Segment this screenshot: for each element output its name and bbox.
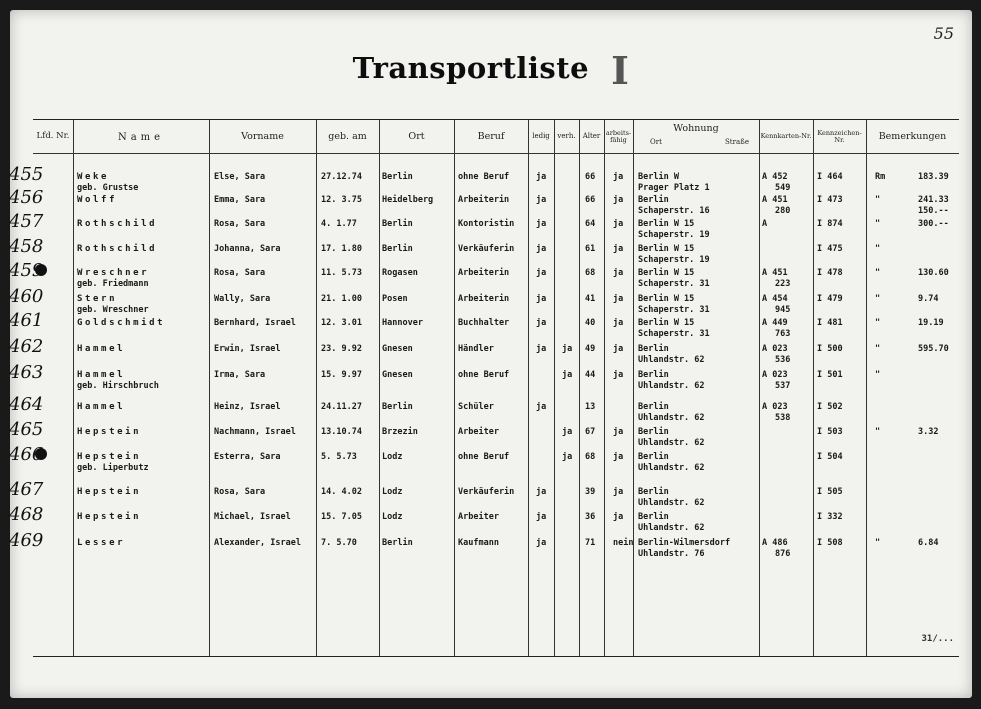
- cell-name: Hepstein: [77, 452, 142, 462]
- cell-w2: Uhlandstr. 62: [638, 463, 705, 473]
- cell-kz: I 475: [817, 244, 843, 254]
- row-number-cell: [9, 362, 73, 396]
- cell-ort: Berlin: [382, 172, 413, 182]
- cell-af: ja: [613, 172, 624, 182]
- cell-af: ja: [613, 318, 624, 328]
- header-verh: verh.: [557, 132, 576, 141]
- cell-ledig: ja: [536, 487, 547, 497]
- header-ort: Ort: [408, 130, 425, 142]
- cell-geb: 4. 1.77: [321, 219, 357, 229]
- cell-af: ja: [613, 452, 624, 462]
- header-kennzeichen: Kennzeichen-Nr.: [817, 128, 862, 144]
- cell-kk1: A: [762, 219, 768, 229]
- cell-kz: I 500: [817, 344, 843, 354]
- cell-kk1: A 451: [762, 195, 788, 205]
- cell-w1: Berlin W 15: [638, 268, 695, 278]
- cell-beruf: Verkäuferin: [458, 244, 515, 254]
- cell-kk2: 537: [775, 381, 791, 391]
- cell-name: Hepstein: [77, 427, 142, 437]
- cell-w2: Uhlandstr. 62: [638, 381, 705, 391]
- cell-name: Wolff: [77, 195, 118, 205]
- cell-bem2: 6.84: [918, 538, 939, 548]
- cell-w2: Schaperstr. 19: [638, 255, 710, 265]
- header-kennkarten: Kennkarten-Nr.: [760, 132, 812, 141]
- cell-beruf: ohne Beruf: [458, 452, 510, 462]
- cell-geb: 12. 3.01: [321, 318, 362, 328]
- cell-w2: Schaperstr. 31: [638, 329, 710, 339]
- title-text: Transportliste: [352, 51, 590, 85]
- cell-beruf: Arbeiterin: [458, 268, 510, 278]
- header-wohnung-ort: Ort: [650, 138, 662, 147]
- cell-w1: Berlin: [638, 427, 669, 437]
- cell-beruf: Kontoristin: [458, 219, 515, 229]
- cell-vorname: Michael, Israel: [214, 512, 291, 522]
- cell-vorname: Rosa, Sara: [214, 487, 266, 497]
- cell-vorname: Irma, Sara: [214, 370, 266, 380]
- cell-bem2: 130.60: [918, 268, 949, 278]
- cell-ledig: ja: [536, 172, 547, 182]
- cell-vorname: Heinz, Israel: [214, 402, 281, 412]
- cell-beruf: Schüler: [458, 402, 494, 412]
- cell-w1: Berlin W 15: [638, 294, 695, 304]
- table-row: [9, 419, 959, 453]
- row-number: 462: [9, 336, 44, 357]
- cell-bem1: ": [875, 427, 881, 437]
- cell-ledig: ja: [536, 538, 547, 548]
- cell-kz: I 481: [817, 318, 843, 328]
- cell-kk2: 223: [775, 279, 791, 289]
- header-name: Name: [117, 131, 165, 143]
- cell-kk1: A 451: [762, 268, 788, 278]
- cell-alter: 41: [585, 294, 596, 304]
- cell-name: Hepstein: [77, 487, 142, 497]
- cell-af: ja: [613, 219, 624, 229]
- header-beruf: Beruf: [477, 130, 505, 142]
- cell-bem2: 300.--: [918, 219, 949, 229]
- table-row: [9, 286, 959, 320]
- cell-beruf: ohne Beruf: [458, 172, 510, 182]
- cell-bem1: ": [875, 370, 881, 380]
- cell-bem2: 9.74: [918, 294, 939, 304]
- transport-table: [9, 119, 959, 657]
- cell-ort: Gnesen: [382, 370, 413, 380]
- cell-alter: 49: [585, 344, 596, 354]
- cell-kk1: A 486: [762, 538, 788, 548]
- cell-af: ja: [613, 268, 624, 278]
- cell-af: ja: [613, 487, 624, 497]
- cell-w1: Berlin: [638, 344, 669, 354]
- cell-af: ja: [613, 294, 624, 304]
- cell-ledig: ja: [536, 195, 547, 205]
- cell-beruf: Arbeiter: [458, 427, 499, 437]
- cell-geb: 13.10.74: [321, 427, 362, 437]
- cell-ort: Gnesen: [382, 344, 413, 354]
- cell-w2: Schaperstr. 16: [638, 206, 710, 216]
- cell-w2: Schaperstr. 19: [638, 230, 710, 240]
- cell-geb: 11. 5.73: [321, 268, 362, 278]
- cell-beruf: Händler: [458, 344, 494, 354]
- cell-kk1: A 452: [762, 172, 788, 182]
- cell-vorname: Esterra, Sara: [214, 452, 281, 462]
- cell-alter: 39: [585, 487, 596, 497]
- row-number-cell: [9, 530, 73, 564]
- cell-w2: Uhlandstr. 62: [638, 413, 705, 423]
- cell-name: Lesser: [77, 538, 126, 548]
- cell-alter: 67: [585, 427, 596, 437]
- cell-name: Goldschmidt: [77, 318, 166, 328]
- cell-verh: ja: [562, 452, 573, 462]
- cell-w1: Berlin-Wilmersdorf: [638, 538, 731, 548]
- cell-verh: ja: [562, 427, 573, 437]
- cell-geb: 12. 3.75: [321, 195, 362, 205]
- cell-ledig: ja: [536, 402, 547, 412]
- cell-bem2: 19.19: [918, 318, 944, 328]
- cell-alter: 61: [585, 244, 596, 254]
- header-wohnung-strasse: Straße: [725, 138, 749, 147]
- cell-bem1: ": [875, 344, 881, 354]
- row-number: 457: [9, 211, 44, 232]
- cell-geb: 23. 9.92: [321, 344, 362, 354]
- table-row: [9, 530, 959, 564]
- cell-ort: Berlin: [382, 219, 413, 229]
- cell-w1: Berlin W: [638, 172, 679, 182]
- cell-ort: Brzezin: [382, 427, 418, 437]
- cell-kz: I 332: [817, 512, 843, 522]
- cell-name2: geb. Grustse: [77, 183, 139, 193]
- cell-vorname: Bernhard, Israel: [214, 318, 296, 328]
- table-row: [9, 444, 959, 478]
- cell-kk2: 280: [775, 206, 791, 216]
- cell-w1: Berlin: [638, 487, 669, 497]
- cell-geb: 5. 5.73: [321, 452, 357, 462]
- cell-alter: 68: [585, 268, 596, 278]
- cell-ort: Posen: [382, 294, 408, 304]
- cell-bem1: ": [875, 538, 881, 548]
- cell-w2: Uhlandstr. 62: [638, 523, 705, 533]
- cell-geb: 21. 1.00: [321, 294, 362, 304]
- table-row: [9, 504, 959, 538]
- cell-name: Wreschner: [77, 268, 150, 278]
- row-number: 461: [9, 310, 44, 331]
- cell-af: ja: [613, 512, 624, 522]
- bottom-mark: 31/...: [921, 634, 954, 644]
- document-sheet: [10, 10, 972, 698]
- cell-name: Hammel: [77, 402, 126, 412]
- cell-vorname: Emma, Sara: [214, 195, 266, 205]
- row-number-cell: [9, 444, 73, 478]
- cell-w2: Uhlandstr. 76: [638, 549, 705, 559]
- cell-alter: 40: [585, 318, 596, 328]
- cell-kk2: 876: [775, 549, 791, 559]
- cell-beruf: Kaufmann: [458, 538, 499, 548]
- table-row: [9, 336, 959, 370]
- cell-kz: I 502: [817, 402, 843, 412]
- cell-af: ja: [613, 427, 624, 437]
- cell-verh: ja: [562, 370, 573, 380]
- cell-geb: 7. 5.70: [321, 538, 357, 548]
- cell-kz: I 501: [817, 370, 843, 380]
- cell-ledig: ja: [536, 268, 547, 278]
- row-number: 458: [9, 236, 44, 257]
- cell-beruf: Buchhalter: [458, 318, 510, 328]
- cell-name: Rothschild: [77, 219, 158, 229]
- cell-kz: I 464: [817, 172, 843, 182]
- cell-ledig: ja: [536, 219, 547, 229]
- cell-w2: Prager Platz 1: [638, 183, 710, 193]
- cell-geb: 27.12.74: [321, 172, 362, 182]
- page-number: 55: [933, 24, 954, 43]
- cell-kk1: A 023: [762, 370, 788, 380]
- cell-af: ja: [613, 344, 624, 354]
- cell-af: ja: [613, 244, 624, 254]
- cell-geb: 15. 7.05: [321, 512, 362, 522]
- cell-vorname: Rosa, Sara: [214, 268, 266, 278]
- cell-verh: ja: [562, 344, 573, 354]
- cell-ledig: ja: [536, 512, 547, 522]
- cell-kz: I 504: [817, 452, 843, 462]
- cell-alter: 66: [585, 172, 596, 182]
- cell-vorname: Johanna, Sara: [214, 244, 281, 254]
- cell-w2: Uhlandstr. 62: [638, 355, 705, 365]
- cell-geb: 14. 4.02: [321, 487, 362, 497]
- cell-w1: Berlin: [638, 452, 669, 462]
- cell-beruf: Arbeiterin: [458, 195, 510, 205]
- cell-geb: 15. 9.97: [321, 370, 362, 380]
- cell-alter: 71: [585, 538, 596, 548]
- cell-w1: Berlin: [638, 370, 669, 380]
- cell-name2: geb. Friedmann: [77, 279, 149, 289]
- cell-kz: I 874: [817, 219, 843, 229]
- cell-bem2: 3.32: [918, 427, 939, 437]
- cell-ort: Lodz: [382, 512, 403, 522]
- cell-name: Weke: [77, 172, 110, 182]
- cell-vorname: Rosa, Sara: [214, 219, 266, 229]
- cell-name: Hammel: [77, 344, 126, 354]
- cell-w2: Uhlandstr. 62: [638, 498, 705, 508]
- cell-w2: Schaperstr. 31: [638, 279, 710, 289]
- page-title: [10, 48, 972, 93]
- table-row: [9, 362, 959, 396]
- cell-alter: 64: [585, 219, 596, 229]
- row-number: 455: [9, 164, 44, 185]
- cell-bem1: ": [875, 294, 881, 304]
- cell-vorname: Nachmann, Israel: [214, 427, 296, 437]
- cell-ort: Heidelberg: [382, 195, 434, 205]
- cell-kz: I 473: [817, 195, 843, 205]
- cell-kz: I 505: [817, 487, 843, 497]
- cell-geb: 17. 1.80: [321, 244, 362, 254]
- cell-ort: Lodz: [382, 452, 403, 462]
- cell-bem1: ": [875, 195, 881, 205]
- cell-af: ja: [613, 370, 624, 380]
- row-number: 456: [9, 187, 44, 208]
- cell-name: Stern: [77, 294, 118, 304]
- cell-name2: geb. Hirschbruch: [77, 381, 159, 391]
- cell-bem1: Rm: [875, 172, 886, 182]
- row-number: 469: [9, 530, 44, 551]
- row-number: 464: [9, 394, 44, 415]
- row-number: 465: [9, 419, 44, 440]
- cell-w1: Berlin: [638, 512, 669, 522]
- row-number: 468: [9, 504, 44, 525]
- cell-af: ja: [613, 195, 624, 205]
- cell-af: nein: [613, 538, 634, 548]
- cell-ort: Hannover: [382, 318, 423, 328]
- cell-w2: Schaperstr. 31: [638, 305, 710, 315]
- row-number: 466: [9, 444, 44, 465]
- cell-bem2: 241.33: [918, 195, 949, 205]
- cell-kz: I 478: [817, 268, 843, 278]
- cell-w1: Berlin W 15: [638, 219, 695, 229]
- cell-ledig: ja: [536, 344, 547, 354]
- cell-kk1: A 023: [762, 344, 788, 354]
- cell-kk2: 763: [775, 329, 791, 339]
- cell-kz: I 503: [817, 427, 843, 437]
- row-number: 463: [9, 362, 44, 383]
- row-number: 460: [9, 286, 44, 307]
- header-alter: Alter: [582, 132, 601, 141]
- cell-name: Hammel: [77, 370, 126, 380]
- cell-ledig: ja: [536, 244, 547, 254]
- header-bemerkungen: Bemerkungen: [878, 130, 947, 142]
- title-numeral: I: [611, 48, 630, 93]
- cell-w1: Berlin W 15: [638, 318, 695, 328]
- cell-alter: 66: [585, 195, 596, 205]
- table-row: [9, 394, 959, 428]
- cell-kk1: A 449: [762, 318, 788, 328]
- cell-kz: I 508: [817, 538, 843, 548]
- cell-ort: Rogasen: [382, 268, 418, 278]
- cell-ort: Berlin: [382, 538, 413, 548]
- cell-alter: 36: [585, 512, 596, 522]
- cell-bem3: 150.--: [918, 206, 949, 216]
- cell-w1: Berlin: [638, 195, 669, 205]
- cell-beruf: Verkäuferin: [458, 487, 515, 497]
- header-vorname: Vorname: [241, 130, 284, 142]
- cell-name: Rothschild: [77, 244, 158, 254]
- cell-beruf: ohne Beruf: [458, 370, 510, 380]
- cell-ort: Berlin: [382, 402, 413, 412]
- header-wohnung: Wohnung: [673, 123, 719, 134]
- cell-name: Hepstein: [77, 512, 142, 522]
- cell-kk2: 538: [775, 413, 791, 423]
- cell-bem1: ": [875, 318, 881, 328]
- row-number: 459: [9, 260, 44, 281]
- cell-w1: Berlin: [638, 402, 669, 412]
- cell-vorname: Erwin, Israel: [214, 344, 281, 354]
- cell-kk1: A 454: [762, 294, 788, 304]
- cell-geb: 24.11.27: [321, 402, 362, 412]
- cell-name2: geb. Wreschner: [77, 305, 149, 315]
- cell-bem1: ": [875, 244, 881, 254]
- cell-vorname: Else, Sara: [214, 172, 266, 182]
- cell-alter: 68: [585, 452, 596, 462]
- header-arbeitsfaehig: arbeits-fähig: [605, 128, 632, 144]
- table-row: [9, 479, 959, 513]
- cell-w2: Uhlandstr. 62: [638, 438, 705, 448]
- cell-kk1: A 023: [762, 402, 788, 412]
- cell-kk2: 945: [775, 305, 791, 315]
- cell-vorname: Alexander, Israel: [214, 538, 301, 548]
- cell-w1: Berlin W 15: [638, 244, 695, 254]
- cell-kk2: 536: [775, 355, 791, 365]
- cell-beruf: Arbeiterin: [458, 294, 510, 304]
- table-row: [9, 236, 959, 270]
- cell-alter: 13: [585, 402, 596, 412]
- cell-bem1: ": [875, 268, 881, 278]
- cell-bem2: 183.39: [918, 172, 949, 182]
- cell-bem1: ": [875, 219, 881, 229]
- cell-kz: I 479: [817, 294, 843, 304]
- header-lfd: Lfd. Nr.: [36, 131, 70, 142]
- cell-bem2: 595.70: [918, 344, 949, 354]
- header-geb: geb. am: [328, 130, 367, 142]
- header-ledig: ledig: [532, 132, 550, 141]
- cell-beruf: Arbeiter: [458, 512, 499, 522]
- cell-vorname: Wally, Sara: [214, 294, 271, 304]
- cell-ledig: ja: [536, 318, 547, 328]
- cell-name2: geb. Liperbutz: [77, 463, 149, 473]
- row-number: 467: [9, 479, 44, 500]
- cell-kk2: 549: [775, 183, 791, 193]
- cell-alter: 44: [585, 370, 596, 380]
- cell-ort: Lodz: [382, 487, 403, 497]
- cell-ort: Berlin: [382, 244, 413, 254]
- cell-ledig: ja: [536, 294, 547, 304]
